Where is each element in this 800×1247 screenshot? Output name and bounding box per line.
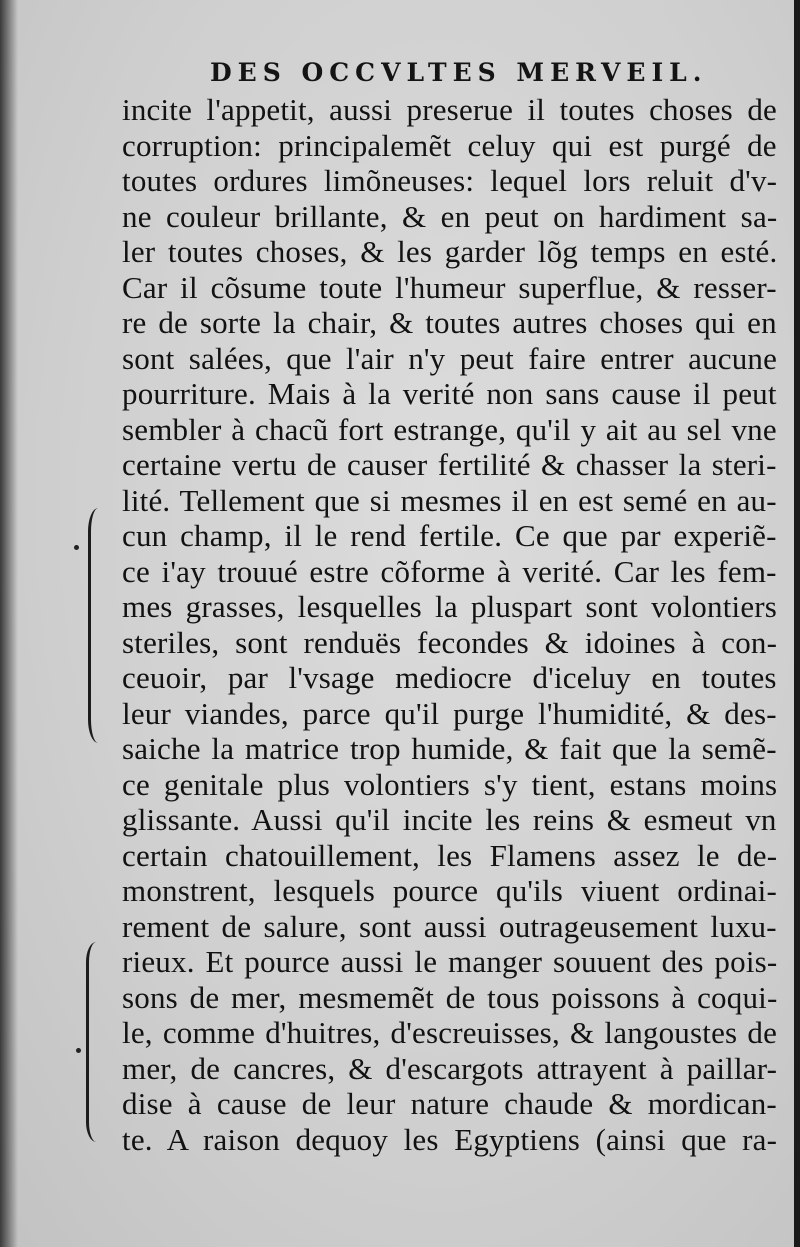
margin-bracket-lower: [86, 942, 103, 1142]
gutter-shadow: [0, 0, 18, 1247]
text-line: sont salées, que l'air n'y peut faire entrer aucune: [122, 340, 778, 376]
text-line: ce genitale plus volontiers s'y tient, estans moins: [122, 766, 778, 802]
page-edge: [794, 0, 800, 1247]
text-line: sembler à chacũ fort estrange, qu'il y ait au sel vne: [122, 411, 777, 447]
text-line: dise à cause de leur nature chaude & mordican-: [122, 1086, 777, 1121]
margin-dot-upper: [74, 545, 79, 550]
text-line: lité. Tellement que si mesmes il en est semé en au-: [122, 482, 777, 518]
text-line: saiche la matrice trop humide, & fait que la semẽ-: [122, 731, 777, 766]
text-line: sons de mer, mesmemẽt de tous poissons à coqui-: [122, 979, 778, 1015]
text-line: mes grasses, lesquelles la pluspart sont volontiers: [122, 589, 778, 624]
body-text: [122, 92, 777, 1157]
text-line: incite l'appetit, aussi preserue il toutes choses de: [122, 92, 777, 127]
margin-bracket-upper: [88, 508, 105, 743]
running-header: DES OCCVLTES MERVEIL.: [210, 58, 708, 87]
text-line: ne couleur brillante, & en peut on hardiment sa-: [122, 198, 778, 234]
text-line: toutes ordures limõneuses: lequel lors reluit d'v-: [122, 163, 778, 198]
text-line: monstrent, lesquels pource qu'ils viuent ordinai-: [122, 873, 777, 908]
text-line: certain chatouillement, les Flamens assez le de-: [122, 837, 778, 873]
margin-dot-lower: [76, 1048, 81, 1053]
text-line: ce i'ay trouué estre cõforme à verité. Car les fem-: [122, 553, 777, 589]
text-line: ceuoir, par l'vsage mediocre d'iceluy en toutes: [122, 660, 777, 695]
text-line: pourriture. Mais à la verité non sans cause il peut: [122, 376, 777, 411]
text-line: leur viandes, parce qu'il purge l'humidité, & des-: [122, 695, 777, 731]
text-line: Car il cõsume toute l'humeur superflue, & resser-: [122, 269, 777, 305]
text-line: rieux. Et pource aussi le manger souuent des pois-: [122, 944, 778, 979]
text-line: corruption: principalemẽt celuy qui est purgé de: [122, 127, 777, 163]
text-line: mer, de cancres, & d'escargots attrayent à paillar-: [122, 1050, 778, 1086]
text-line: glissante. Aussi qu'il incite les reins & esmeut vn: [122, 802, 777, 837]
text-line: cun champ, il le rend fertile. Ce que par experiẽ-: [122, 518, 777, 553]
text-line: rement de salure, sont aussi outrageusement luxu-: [122, 908, 777, 944]
text-line: te. A raison dequoy les Egyptiens (ainsi que ra-: [122, 1121, 778, 1157]
text-line: steriles, sont renduës fecondes & idoines à con-: [122, 624, 778, 660]
text-line: ler toutes choses, & les garder lõg temps en esté.: [122, 234, 778, 269]
text-line: le, comme d'huitres, d'escreuisses, & langoustes de: [122, 1015, 778, 1050]
text-line: certaine vertu de causer fertilité & chasser la steri-: [122, 447, 777, 482]
text-line: re de sorte la chair, & toutes autres choses qui en: [122, 305, 777, 340]
